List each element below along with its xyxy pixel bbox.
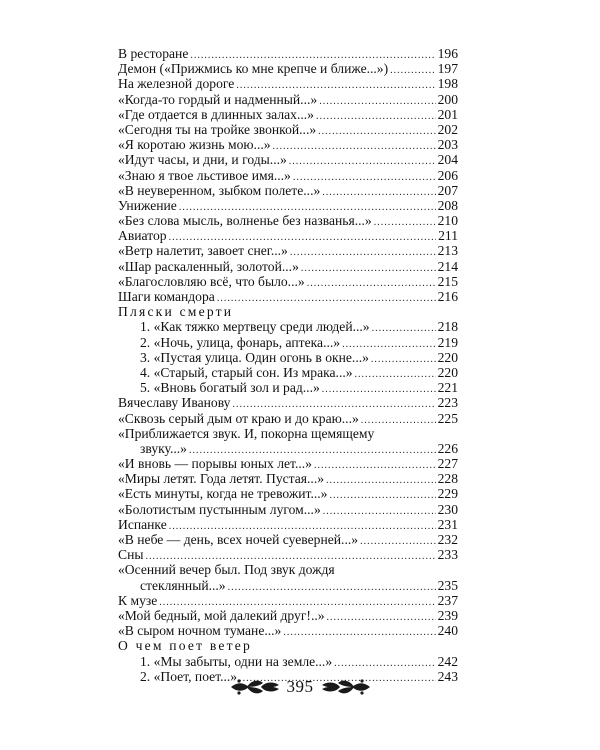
toc-entry — [118, 608, 458, 623]
toc-entry — [118, 259, 458, 274]
dot-leader — [217, 291, 436, 306]
toc-entry-title: 2. «Поет, поет...» — [140, 668, 238, 684]
toc-entry-title: «Я коротаю жизнь мою...» — [118, 137, 271, 153]
toc-entry-title: «В неуверенном, зыбком полете...» — [118, 182, 321, 198]
toc-entry-title: 2. «Ночь, улица, фонарь, аптека...» — [140, 334, 341, 350]
toc-entry — [118, 274, 458, 289]
leaf-ornament-icon — [320, 676, 372, 698]
toc-entry-page: 213 — [437, 243, 458, 259]
toc-entry-page: 227 — [437, 456, 458, 472]
dot-leader — [374, 215, 436, 230]
toc-entry-title: Сны — [118, 547, 144, 563]
toc-entry-page: 225 — [437, 410, 458, 426]
toc-entry-page: 229 — [437, 486, 458, 502]
page-number: 395 — [286, 677, 314, 696]
toc-entry-title: На железной дороге — [118, 76, 235, 92]
toc-entry-page: 201 — [437, 106, 458, 122]
toc-entry-title: 4. «Старый, старый сон. Из мрака...» — [140, 364, 353, 380]
toc-entry-page: 223 — [437, 395, 458, 411]
toc-entry-title: «Ветр налетит, завоет снег...» — [118, 243, 288, 259]
toc-entry-title: «В небе — день, всех ночей суеверней...» — [118, 532, 359, 547]
toc-entry-title: «Сквозь серый дым от краю и до краю...» — [118, 410, 359, 426]
toc-entry-title: «Благословляю всё, что было...» — [118, 273, 305, 289]
toc-entry-title: звуку...» — [140, 440, 187, 456]
toc-entry-page: 206 — [437, 167, 458, 183]
toc-entry — [118, 335, 458, 350]
toc-entry — [118, 183, 458, 198]
dot-leader — [289, 154, 436, 169]
toc-entry — [118, 122, 458, 137]
toc-entry — [118, 502, 458, 517]
section-heading-title: О чем поет ветер — [118, 638, 253, 654]
toc-entry-page: 237 — [437, 592, 458, 608]
dot-leader — [329, 488, 435, 503]
toc-entry-page: 232 — [437, 532, 458, 547]
toc-entry — [118, 168, 458, 183]
dot-leader — [371, 352, 436, 367]
toc-entry — [118, 411, 458, 426]
dot-leader — [307, 276, 436, 291]
toc-entry-title: 1. «Мы забыты, одни на земле...» — [140, 653, 333, 669]
toc-entry-title: «В сыром ночном тумане...» — [118, 623, 282, 639]
toc-entry — [118, 623, 458, 638]
toc-entry-wrapped-line — [118, 562, 458, 577]
toc-entry-title: 3. «Пустая улица. Один огонь в окне...» — [140, 349, 369, 365]
toc-entry-page: 233 — [437, 547, 458, 563]
toc-entry-title: «Приближается звук. И, покорна щемящему — [118, 425, 375, 441]
toc-entry — [118, 593, 458, 608]
dot-leader — [319, 94, 435, 109]
toc-entry — [118, 61, 458, 76]
toc-entry-page: 211 — [438, 228, 458, 244]
dot-leader — [314, 458, 436, 473]
dot-leader — [360, 534, 436, 549]
toc-entry — [118, 289, 458, 304]
toc-entry — [118, 471, 458, 486]
toc-entry — [118, 486, 458, 501]
toc-entry-page: 240 — [437, 623, 458, 639]
toc-entry-title: «Идут часы, и дни, и годы...» — [118, 152, 287, 168]
dot-leader — [228, 580, 436, 595]
toc-entry-page: 214 — [437, 258, 458, 274]
dot-leader — [326, 473, 436, 488]
toc-entry — [118, 395, 458, 410]
toc-entry — [118, 654, 458, 669]
dot-leader — [290, 245, 436, 260]
dot-leader — [327, 610, 436, 625]
toc-entry — [118, 76, 458, 91]
toc-entry — [118, 517, 458, 532]
dot-leader — [322, 185, 435, 200]
toc-section-heading — [118, 304, 458, 319]
toc-entry-page: 228 — [437, 471, 458, 487]
toc-entry-title: Унижение — [118, 197, 177, 213]
toc-entry-page: 221 — [437, 380, 458, 396]
toc-entry — [118, 532, 458, 547]
toc-entry-page: 203 — [437, 137, 458, 153]
toc-entry — [118, 228, 458, 243]
toc-entry-title: «Сегодня ты на тройке звонкой...» — [118, 121, 317, 137]
toc-entry-wrapped-line — [118, 426, 458, 441]
toc-entry — [118, 441, 458, 456]
toc-entry-page: 219 — [437, 334, 458, 350]
toc-entry-title: Демон («Прижмись ко мне крепче и ближе...») — [118, 61, 389, 77]
table-of-contents — [118, 46, 458, 684]
toc-entry — [118, 350, 458, 365]
toc-entry-page: 196 — [437, 46, 458, 61]
toc-entry-page: 207 — [437, 182, 458, 198]
dot-leader — [372, 321, 436, 336]
section-heading-title: Пляски смерти — [118, 304, 234, 320]
dot-leader — [273, 139, 436, 154]
toc-entry-page: 202 — [437, 121, 458, 137]
toc-entry-title: Испанке — [118, 516, 167, 532]
toc-entry-page: 200 — [437, 91, 458, 107]
dot-leader — [323, 504, 436, 519]
toc-entry-page: 208 — [437, 197, 458, 213]
toc-section-heading — [118, 638, 458, 653]
toc-entry-title: стеклянный...» — [140, 577, 226, 593]
dot-leader — [322, 382, 436, 397]
page-footer — [0, 676, 600, 698]
toc-entry-title: Вячеславу Иванову — [118, 395, 231, 411]
toc-entry — [118, 547, 458, 562]
toc-entry-title: «Без слова мысль, волненье без названья...» — [118, 213, 372, 229]
toc-entry-page: 235 — [437, 577, 458, 593]
toc-entry-page: 242 — [437, 653, 458, 669]
toc-entry-title: «Осенний вечер был. Под звук дождя — [118, 562, 335, 578]
toc-entry-page: 204 — [437, 152, 458, 168]
toc-entry — [118, 365, 458, 380]
dot-leader — [318, 124, 435, 139]
dot-leader — [390, 63, 435, 78]
toc-entry-title: «Где отдается в длинных залах...» — [118, 106, 314, 122]
dot-leader — [316, 109, 436, 124]
toc-entry-title: К музе — [118, 592, 158, 608]
toc-entry-page: 215 — [437, 273, 458, 289]
toc-entry-title: 5. «Вновь богатый зол и рад...» — [140, 380, 320, 396]
toc-entry — [118, 578, 458, 593]
toc-entry-title: «Миры летят. Года летят. Пустая...» — [118, 471, 325, 487]
toc-entry-title: «Знаю я твое льстивое имя...» — [118, 167, 291, 183]
toc-entry — [118, 380, 458, 395]
toc-entry-page: 198 — [437, 76, 458, 92]
toc-entry-title: «Мой бедный, мой далекий друг!..» — [118, 607, 325, 623]
toc-entry — [118, 152, 458, 167]
toc-entry — [118, 456, 458, 471]
toc-entry-title: 1. «Как тяжко мертвецу среди людей...» — [140, 319, 370, 335]
toc-entry-title: В ресторане — [118, 46, 189, 61]
toc-entry — [118, 92, 458, 107]
toc-entry-title: Авиатор — [118, 228, 167, 244]
toc-entry-page: 218 — [437, 319, 458, 335]
dot-leader — [334, 656, 435, 671]
toc-entry-page: 216 — [437, 289, 458, 304]
toc-entry-page: 220 — [437, 349, 458, 365]
leaf-ornament-icon — [229, 676, 281, 698]
toc-entry-page: 231 — [437, 516, 458, 532]
toc-entry-title: «Есть минуты, когда не тревожит...» — [118, 486, 328, 502]
toc-entry-title: «И вновь — порывы юных лет...» — [118, 456, 312, 472]
toc-entry — [118, 243, 458, 258]
toc-entry-title: «Болотистым пустынным лугом...» — [118, 501, 321, 517]
toc-entry — [118, 213, 458, 228]
toc-entry — [118, 46, 458, 61]
toc-entry-title: Шаги командора — [118, 289, 215, 304]
toc-entry-title: «Когда-то гордый и надменный...» — [118, 91, 318, 107]
toc-entry-page: 210 — [437, 213, 458, 229]
toc-entry-page: 226 — [437, 440, 458, 456]
toc-entry-page: 230 — [437, 501, 458, 517]
toc-entry-title: «Шар раскаленный, золотой...» — [118, 258, 299, 274]
toc-entry-page: 220 — [437, 364, 458, 380]
dot-leader — [355, 367, 436, 382]
toc-entry-page: 243 — [437, 668, 458, 684]
toc-entry — [118, 319, 458, 334]
toc-entry-page: 197 — [437, 61, 458, 77]
dot-leader — [283, 625, 435, 640]
toc-entry — [118, 198, 458, 213]
toc-entry-page: 239 — [437, 607, 458, 623]
toc-entry — [118, 137, 458, 152]
toc-entry — [118, 107, 458, 122]
dot-leader — [301, 261, 436, 276]
